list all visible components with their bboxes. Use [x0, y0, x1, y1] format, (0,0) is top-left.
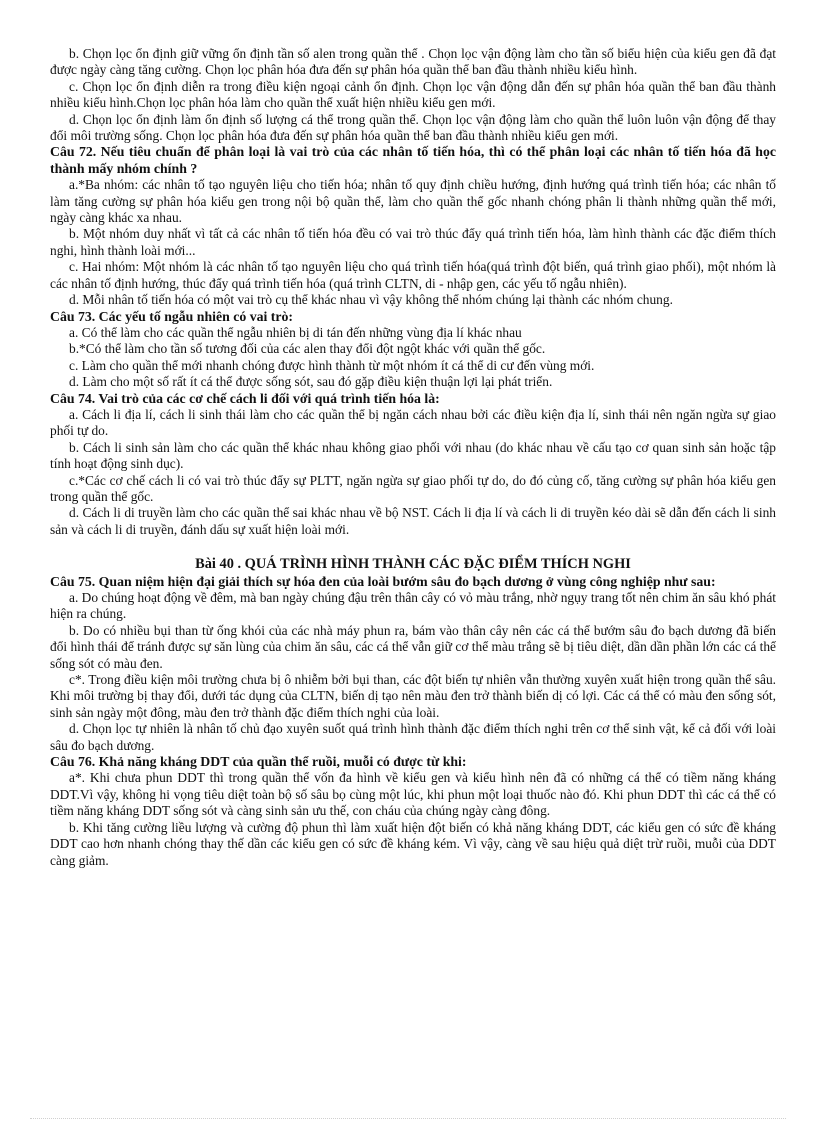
q74-option-c: c.*Các cơ chế cách li có vai trò thúc đẩy sự PLTT, ngăn ngừa sự giao phối tự do, do đó củng cố, tăng cường sự phân hóa kiểu gen trong quần thể gốc.	[50, 472, 776, 504]
q72-option-b: b. Một nhóm duy nhất vì tất cả các nhân tố tiến hóa đều có vai trò thúc đẩy quá trình tiến hóa, làm hình thành các đặc điểm thích nghi, hình thành loài mới...	[50, 226, 776, 258]
lesson-title: Bài 40 . QUÁ TRÌNH HÌNH THÀNH CÁC ĐẶC ĐIỂM THÍCH NGHI	[195, 556, 631, 573]
q72-option-a: a.*Ba nhóm: các nhân tố tạo nguyên liệu cho tiến hóa; nhân tố quy định chiều hướng, định hướng quá trình tiến hóa; các nhân tố làm tăng cường sự phân hóa kiểu gen trong nội bộ quần thể, làm cho quần thể gốc nhanh chóng phân li thành những quần thể mới, ngày càng khác xa nhau.	[50, 177, 776, 226]
q74-option-d: d. Cách li di truyền làm cho các quần thể sai khác nhau về bộ NST. Cách li địa lí và cách li di truyền kéo dài sẽ dẫn đến cách li sinh sản và cách li di truyền, đánh dấu sự xuất hiện loài mới.	[50, 505, 776, 537]
q73-option-c: c. Làm cho quần thể mới nhanh chóng được hình thành từ một nhóm ít cá thể di cư đến vùng mới.	[69, 357, 595, 373]
q74-option-a: a. Cách li địa lí, cách li sinh thái làm cho các quần thể bị ngăn cách nhau bởi các điều kiện địa lí, sinh thái nên ngăn ngừa sự giao phối tự do.	[50, 406, 776, 439]
q76-question: Câu 76. Khả năng kháng DDT của quần thể ruồi, muỗi có được từ khi:	[50, 754, 467, 770]
q73-option-d: d. Làm cho một số rất ít cá thể được sống sót, sau đó gặp điều kiện thuận lợi lại phát triển.	[69, 374, 553, 390]
q76-option-b: b. Khi tăng cường liều lượng và cường độ phun thì làm xuất hiện đột biến có khả năng kháng DDT, các kiểu gen có sức đề kháng DDT cao hơn nhanh chóng thay thế dần các kiểu gen có sức đề kháng kém. Vì vậy, càng về sau hiệu quả diệt trừ ruồi, muỗi của DDT càng giảm.	[50, 819, 776, 868]
document-page	[50, 46, 776, 869]
q73-question: Câu 73. Các yếu tố ngẫu nhiên có vai trò:	[50, 308, 293, 324]
q73-option-b: b.*Có thể làm cho tần số tương đối của các alen thay đổi đột ngột khác với quần thể gốc.	[69, 341, 546, 357]
q72-option-d: d. Mỗi nhân tố tiến hóa có một vai trò cụ thể khác nhau vì vậy không thể nhóm chúng lại thành các nhóm chung.	[69, 292, 673, 308]
q71-option-b: b. Chọn lọc ổn định giữ vững ổn định tần số alen trong quần thể . Chọn lọc vận động làm cho tần số biểu hiện của kiểu gen đã đạt được ngày càng tăng cường. Chọn lọc phân hóa đưa đến sự phân hóa quần thể ban đầu thành nhiều kiểu hình.	[50, 46, 776, 78]
q71-option-d: d. Chọn lọc ổn định làm ổn định số lượng cá thể trong quần thể. Chọn lọc vận động làm cho quần thể luôn luôn vận động để thay đổi môi trường sống. Chọn lọc phân hóa đưa đến sự phân hóa quần thể ban đầu thành nhiều kiểu gen mới.	[50, 111, 776, 144]
q75-question: Câu 75. Quan niệm hiện đại giải thích sự hóa đen của loài bướm sâu đo bạch dương ở vùng công nghiệp như sau:	[50, 573, 716, 589]
q74-question: Câu 74. Vai trò của các cơ chế cách li đối với quá trình tiến hóa là:	[50, 390, 440, 406]
q75-option-a: a. Do chúng hoạt động về đêm, mà ban ngày chúng đậu trên thân cây có vỏ màu trắng, nhờ ngụy trang tốt nên chim ăn sâu khó phát hiện ra chúng.	[50, 590, 776, 622]
q75-option-b: b. Do có nhiều bụi than từ ống khói của các nhà máy phun ra, bám vào thân cây nên các cá thể bướm sâu đo bạch dương đã biến đổi hình thái để tránh được sự săn lùng của chim ăn sâu, các cá thể vẫn giữ cơ thể màu trắng sẽ bị tiêu diệt, dần dần phần lớn các cá thể sống sót có màu đen.	[50, 622, 776, 671]
q72-option-c: c. Hai nhóm: Một nhóm là các nhân tố tạo nguyên liệu cho quá trình tiến hóa(quá trình đột biến, quá trình giao phối), một nhóm là các nhân tố định hướng, thúc đẩy quá trình tiến hóa (quá trình CLTN, di - nhập gen, các yếu tố ngẫu nhiên).	[50, 259, 776, 291]
q71-option-c: c. Chọn lọc ổn định diễn ra trong điều kiện ngoại cảnh ổn định. Chọn lọc vận động dẫn đến sự phân hóa quần thể ban đầu thành nhiều kiểu hình.Chọn lọc phân hóa làm cho quần thể xuất hiện nhiều kiểu gen mới.	[50, 78, 776, 111]
q73-option-a: a. Có thể làm cho các quần thể ngẫu nhiên bị di tán đến những vùng địa lí khác nhau	[69, 324, 522, 340]
q72-question: Câu 72. Nếu tiêu chuẩn để phân loại là vai trò của các nhân tố tiến hóa, thì có thể phân loại các nhân tố tiến hóa đã học thành mấy nhóm chính ?	[50, 144, 776, 176]
q76-option-a: a*. Khi chưa phun DDT thì trong quần thể vốn đa hình về kiểu gen và kiểu hình nên đã có những cá thể có tiềm năng kháng DDT.Vì vậy, không hi vọng tiêu diệt toàn bộ số sâu bọ cùng một lúc, khi phun một loại thuốc nào đó. Khi phun DDT thì các cá thể có tiềm năng kháng DDT sống sót và càng sinh sản ưu thế, con cháu của chúng ngày càng đông.	[50, 770, 776, 819]
page-bottom-divider	[30, 1118, 786, 1119]
q75-option-d: d. Chọn lọc tự nhiên là nhân tố chủ đạo xuyên suốt quá trình hình thành đặc điểm thích nghi trên cơ thể sinh vật, kể cả đối với loài sâu đo bạch dương.	[50, 721, 776, 753]
q75-option-c: c*. Trong điều kiện môi trường chưa bị ô nhiễm bởi bụi than, các đột biến tự nhiên vẫn thường xuyên xuất hiện trong quần thể sâu. Khi môi trường bị thay đổi, dưới tác dụng của CLTN, biến dị tạo nên màu đen trở thành biến dị có lợi. Các cá thể có màu đen sống sót, sinh sản ngày một đông, màu đen trở thành đặc điểm thích nghi của loài.	[50, 672, 776, 720]
q74-option-b: b. Cách li sinh sản làm cho các quần thể khác nhau không giao phối với nhau (do khác nhau về cấu tạo cơ quan sinh sản hoặc tập tính hoạt động sinh dục).	[50, 439, 776, 472]
